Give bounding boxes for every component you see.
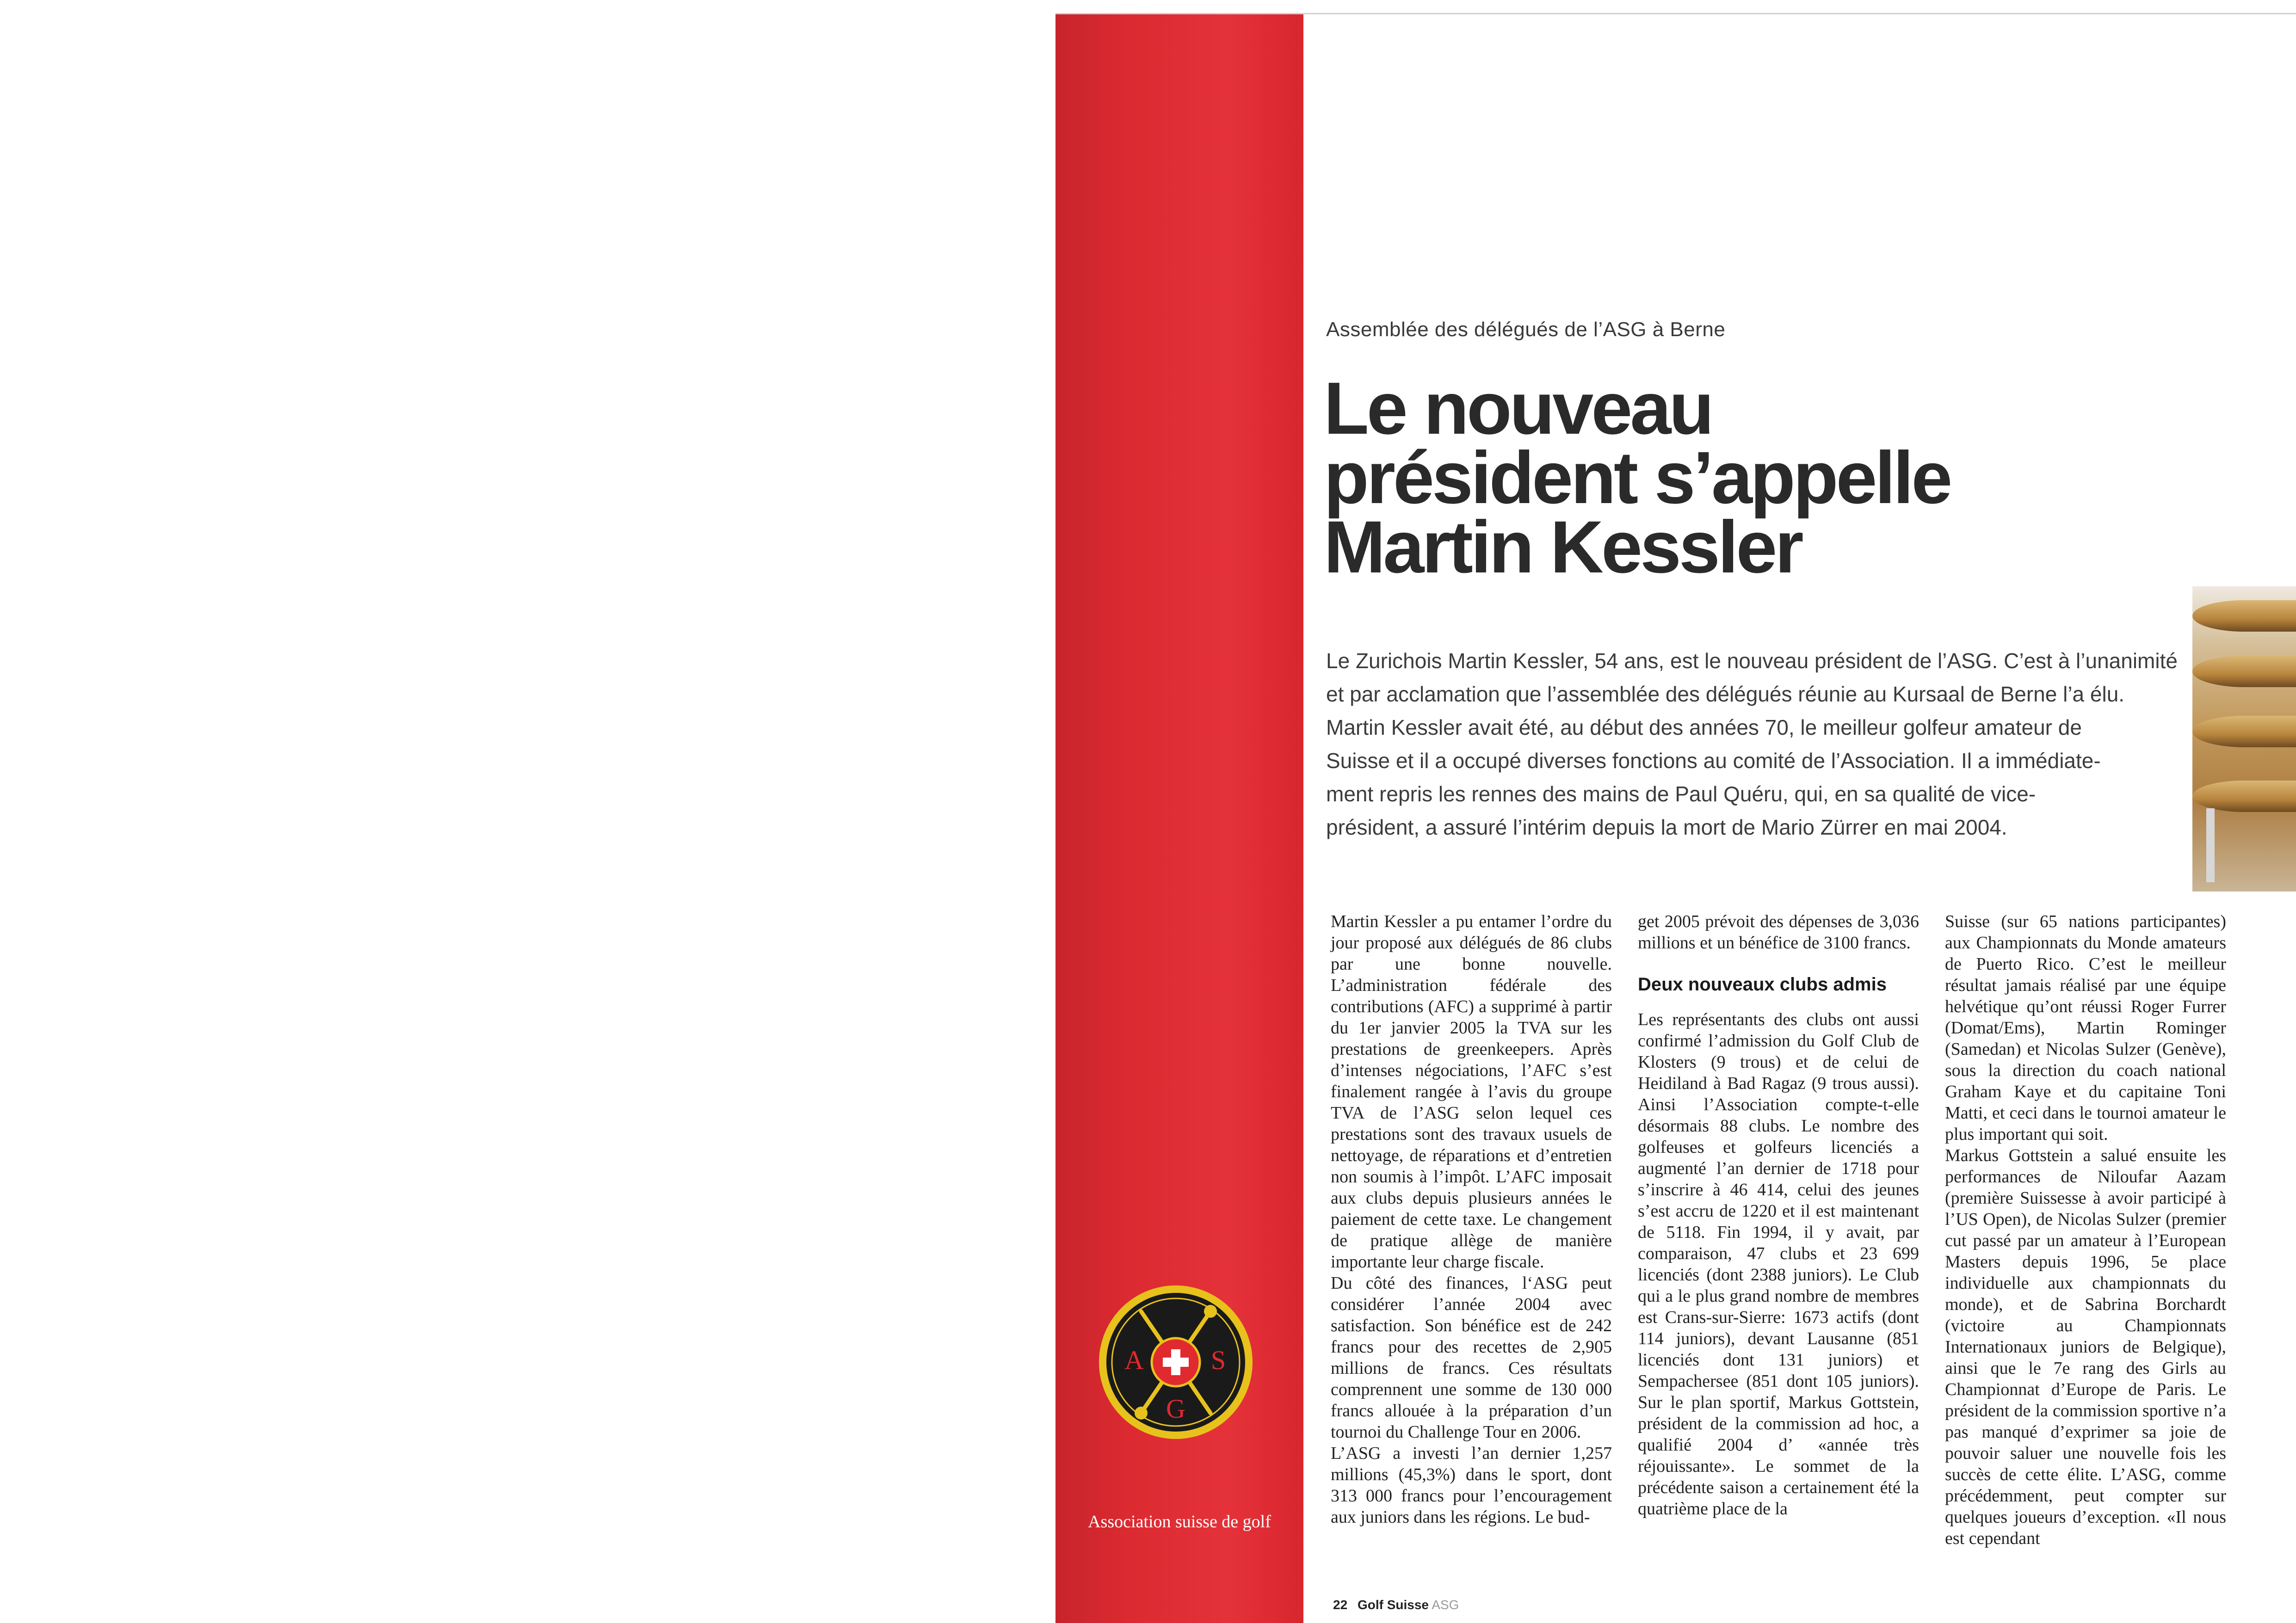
lead-line: président, a assuré l’intérim depuis la mort de Mario Zürrer en mai 2004. (1326, 815, 2007, 839)
article-lead (1326, 644, 2233, 844)
lead-line: et par acclamation que l’assemblée des délégués réunie au Kursaal de Berne l’a élu. (1326, 682, 2125, 706)
logo-letter-g: G (1166, 1394, 1185, 1424)
page-number: 22 (1333, 1598, 1348, 1612)
lead-line: Le Zurichois Martin Kessler, 54 ans, est le nouveau président de l’ASG. C’est à l’unanimité (1326, 649, 2178, 673)
section-tag: ASG (1432, 1598, 1459, 1612)
article-body (1331, 911, 2284, 1548)
magazine-name: Golf Suisse (1357, 1598, 1429, 1612)
magazine-page (1055, 13, 2296, 1623)
lead-line: Suisse et il a occupé diverses fonctions au comité de l’Association. Il a immédiate- (1326, 749, 2101, 773)
paragraph: Suisse (sur 65 nations participantes) aux Championnats du Monde amateurs de Puerto Rico. C’est le meilleur résultat jamais réalisé par une équipe helvétique qu’ont réussi Roger Furrer (Domat/Ems), Martin Rominger (Samedan) et Nicolas Sulzer (Genève), sous la direction du coach national Graham Kaye et du capitaine Toni Matti, et ceci dans le tournoi amateur le plus important qui soit. (1945, 912, 2226, 1144)
paragraph: Du côté des finances, l‘ASG peut considérer l’année 2004 avec satisfaction. Son bénéfice est de 242 francs pour des recettes de 2,905 millions de francs. Ces résultats comprennent une somme de 130 000 francs allouée à la préparation d’un tournoi du Challenge Tour en 2006. (1331, 1273, 1612, 1442)
association-name: Association suisse de golf (1088, 1512, 1271, 1531)
cropped-photo-tables (2192, 586, 2296, 891)
logo-letter-s: S (1210, 1345, 1226, 1375)
paragraph: get 2005 prévoit des dépenses de 3,036 millions et un bénéfice de 3100 francs. (1638, 912, 1919, 953)
body-column-3 (1945, 911, 2226, 1548)
section-heading: Deux nouveaux clubs admis (1638, 974, 1887, 995)
paragraph: Markus Gottstein a salué ensuite les performances de Niloufar Aazam (première Suissesse à avoir participé à l’US Open), de Nicolas Sulzer (premier cut passé par un amateur à l’European Masters depuis 1996, 5e place individuelle aux championnats du monde), et de Sabrina Borchardt (victoire au Championnats Internationaux juniors de Belgique), ainsi que le 7e rang des Girls au Championnat d’Europe de Paris. Le président de la commission sportive n’a pas manqué d’exprimer sa joie de pouvoir saluer une nouvelle fois les succès de cette élite. L’ASG, comme précédemment, peut compter sur quelques joueurs d’exception. «Il nous est cependant (1945, 1146, 2226, 1548)
paragraph: L’ASG a investi l’an dernier 1,257 millions (45,3%) dans le sport, dont 313 000 francs pour l’encouragement aux juniors dans les régions. Le bud- (1331, 1444, 1612, 1527)
lead-line: ment repris les rennes des mains de Paul Quéru, qui, en sa qualité de vice- (1326, 782, 2036, 806)
red-sidebar-band (1055, 14, 1303, 1623)
headline-line: Le nouveau (1324, 367, 1712, 449)
page-footer (1333, 1598, 1459, 1612)
body-column-1 (1331, 911, 1612, 1540)
body-column-2 (1638, 911, 1919, 1540)
article-kicker: Assemblée des délégués de l’ASG à Berne (1326, 318, 1726, 341)
paragraph: Les représentants des clubs ont aussi confirmé l’admission du Golf Club de Klosters (9 trous) et de celui de Heidiland à Bad Ragaz (9 trous aussi). Ainsi l’Association compte-t-elle désormais 88 clubs. Le nombre des golfeuses et golfeurs licenciés a augmenté l’an dernier de 1718 pour s’inscrire à 46 414, celui des jeunes s’est accru de 1220 et il est maintenant de 5118. Fin 1994, il y avait, par comparaison, 47 clubs et 23 699 licenciés (dont 2388 juniors). Le Club qui a le plus grand nombre de membres est Crans-sur-Sierre: 1673 actifs (dont 114 juniors), devant Lausanne (851 licenciés dont 131 juniors) et Sempachersee (851 dont 105 juniors). Sur le plan sportif, Markus Gottstein, président de la commission ad hoc, a qualifié 2004 d’ «année très réjouissante». Le sommet de la précédente saison a certainement été la quatrième place de la (1638, 1010, 1919, 1518)
article-headline (1324, 367, 2110, 588)
lead-line: Martin Kessler avait été, au début des années 70, le meilleur golfeur amateur de (1326, 715, 2082, 739)
headline-line: président s’appelle (1324, 436, 1950, 519)
headline-line: Martin Kessler (1324, 505, 1802, 588)
logo-letter-a: A (1124, 1345, 1144, 1375)
paragraph: Martin Kessler a pu entamer l’ordre du jour proposé aux délégués de 86 clubs par une bonne nouvelle. L’administration fédérale des contributions (AFC) a supprimé à partir du 1er janvier 2005 la TVA sur les prestations de greenkeepers. Après d’intenses négociations, l’AFC s’est finalement rangée à l’avis du groupe TVA de l’ASG selon lequel ces prestations sont des travaux usuels de nettoyage, de réparations et d’entretien non soumis à l’impôt. L’AFC imposait aux clubs depuis plusieurs années le paiement de cette taxe. Le changement de pratique allège de manière importante leur charge fiscale. (1331, 912, 1612, 1272)
asg-logo (1097, 1284, 1254, 1441)
